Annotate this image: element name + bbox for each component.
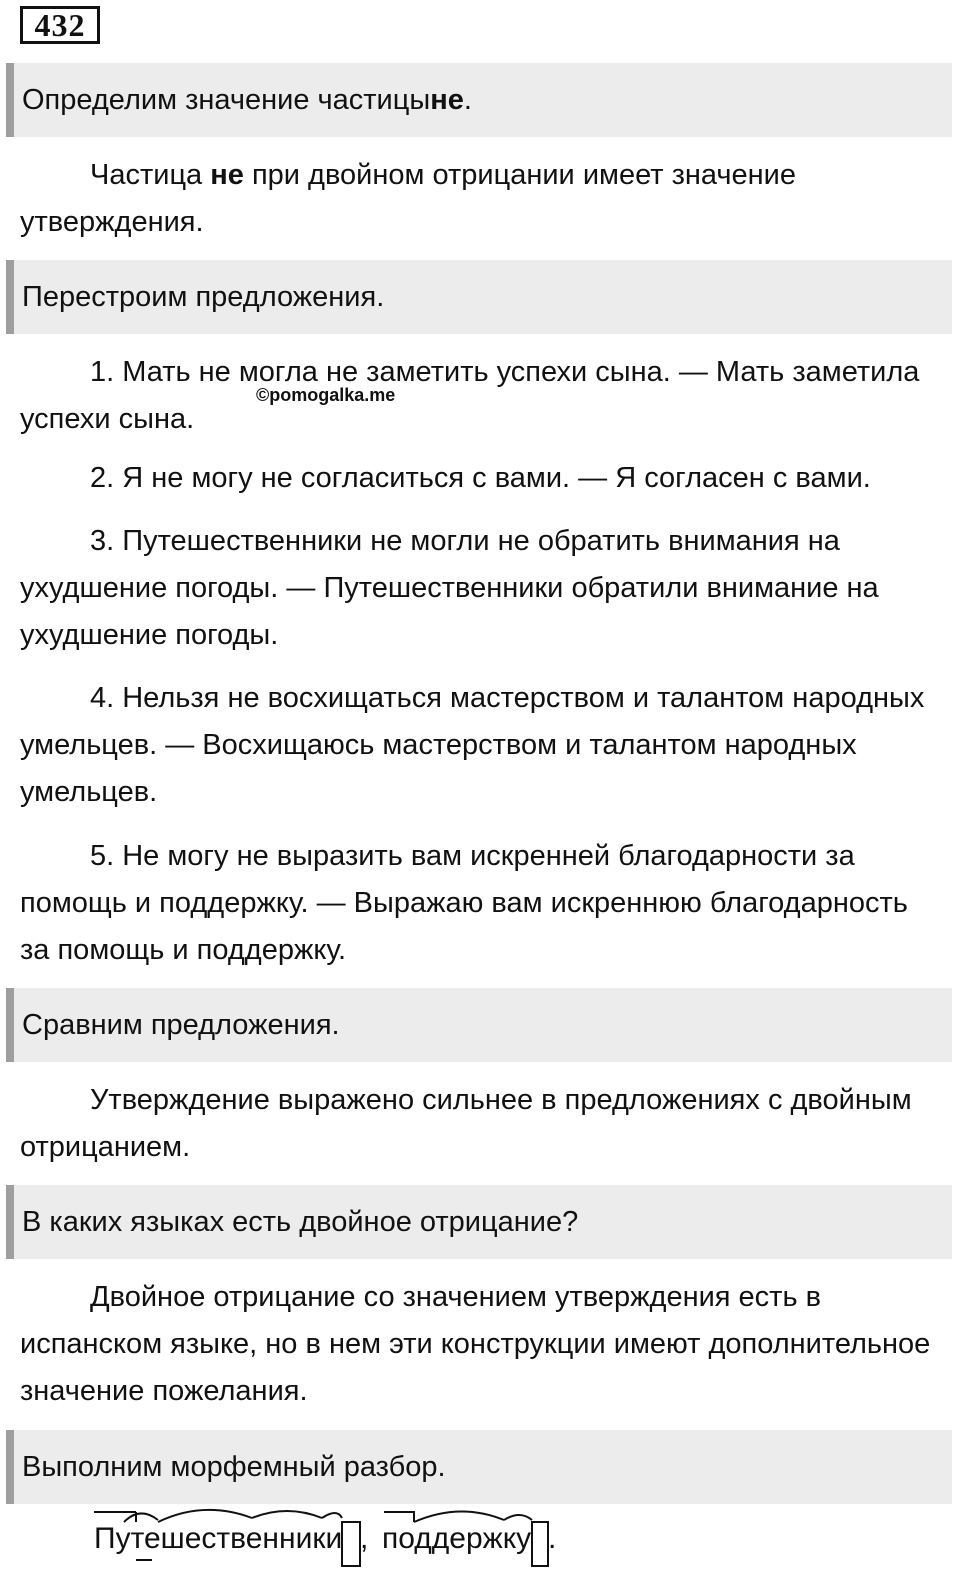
morpheme-word-2: поддержку xyxy=(382,1522,532,1555)
sentence-2: 2. Я не могу не согласиться с вами. — Я согласен с вами. xyxy=(90,462,871,494)
root-arc-2 xyxy=(414,1511,504,1522)
morpheme-analysis xyxy=(92,1500,652,1572)
paragraph-languages: Двойное отрицание со значением утверждения есть в испанском языке, но в нем эти конструкции имеют дополнительное значение пожелания. xyxy=(20,1281,931,1407)
morpheme-end: . xyxy=(548,1522,557,1555)
ending-box-2 xyxy=(532,1522,548,1566)
sentence-3: 3. Путешественники не могли не обратить внимания на ухудшение погоды. — Путешественники обратили внимание на ухудшение погоды. xyxy=(20,525,879,651)
watermark: ©pomogalka.me xyxy=(256,385,396,405)
suffix-arc-e xyxy=(124,1513,158,1522)
section-heading-meaning xyxy=(6,63,952,137)
suffix-arc-2 xyxy=(504,1515,532,1520)
sentence-5: 5. Не могу не выразить вам искренней благодарности за помощь и поддержку. — Выражаю вам искреннюю благодарность за помощь и поддержку. xyxy=(20,840,908,966)
paragraph-compare: Утверждение выражено сильнее в предложениях с двойным отрицанием. xyxy=(20,1084,912,1163)
para-text: Частица xyxy=(90,159,211,191)
heading-text: Определим значение частицы xyxy=(22,83,431,116)
suffix-arc-ik xyxy=(322,1513,342,1518)
sentence-1: 1. Мать не могла не заметить успехи сына. — Мать заметила успехи сына. xyxy=(20,356,920,435)
heading-bold: не xyxy=(430,83,464,116)
para-text-end: при двойном отрицании имеет значение утверждения. xyxy=(20,159,796,238)
morpheme-word-1: Путешественники xyxy=(94,1522,343,1555)
heading-text-end: . xyxy=(463,83,472,116)
section-heading-morpheme: Выполним морфемный разбор. xyxy=(6,1430,952,1504)
suffix-arc-enn xyxy=(252,1511,322,1518)
section-heading-rebuild: Перестроим предложения. xyxy=(6,260,952,334)
para-bold: не xyxy=(210,159,244,191)
ending-box-1 xyxy=(342,1522,360,1566)
morpheme-comma: , xyxy=(360,1522,369,1555)
suffix-arc-stv xyxy=(158,1510,252,1522)
sentence-4: 4. Нельзя не восхищаться мастерством и талантом народных умельцев. — Восхищаюсь мастерством и талантом народных умельцев. xyxy=(20,682,925,808)
section-heading-languages: В каких языках есть двойное отрицание? xyxy=(6,1185,952,1259)
exercise-number: 432 xyxy=(20,6,100,44)
section-heading-compare: Сравним предложения. xyxy=(6,988,952,1062)
prefix-mark-2 xyxy=(384,1512,414,1522)
paragraph-particle-meaning xyxy=(20,152,940,246)
